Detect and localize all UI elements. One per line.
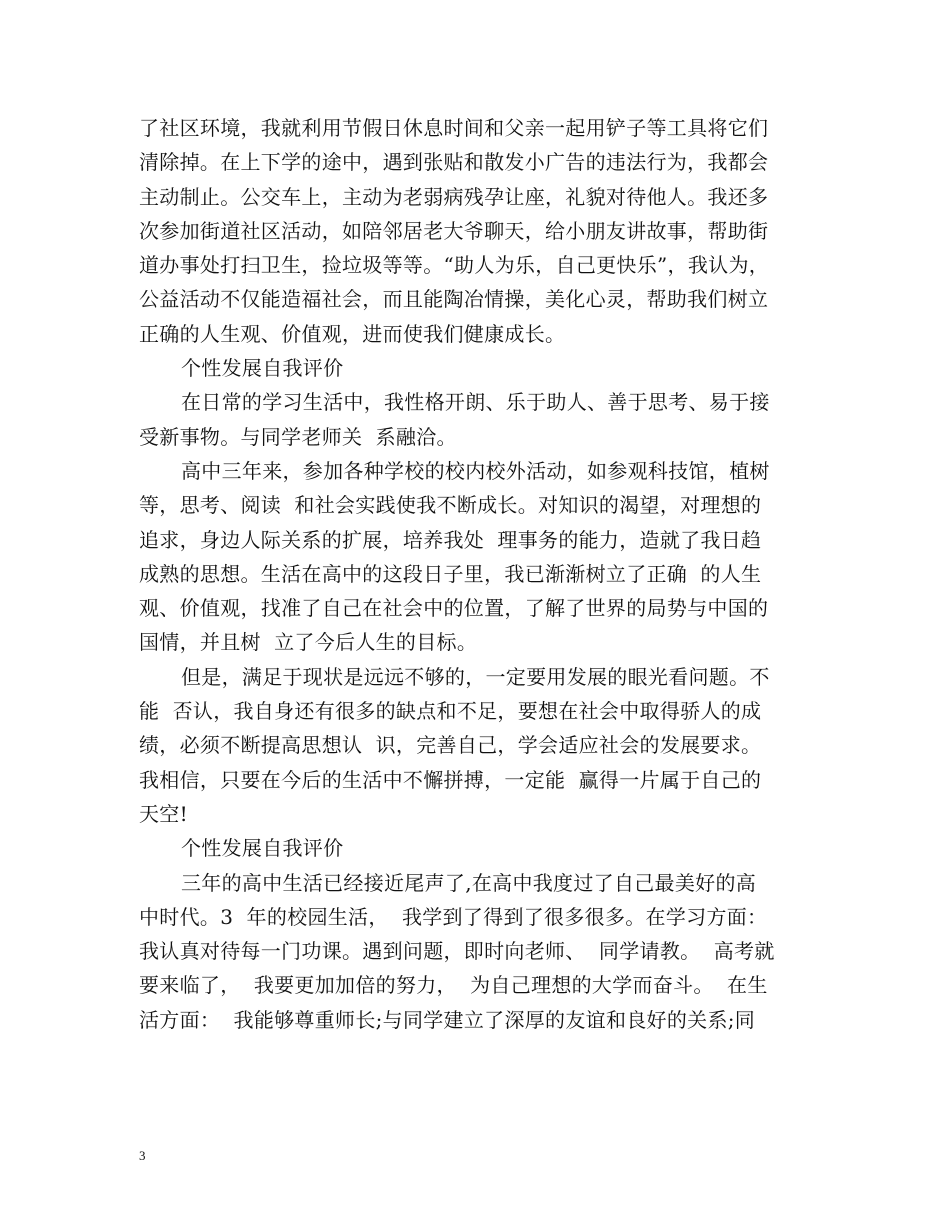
- text-line: 追求，身边人际关系的扩展，培养我处 理事务的能力，造就了我日趋: [139, 527, 762, 552]
- text-line: 中时代。3 年的校园生活， 我学到了得到了很多很多。在学习方面：: [139, 904, 768, 929]
- text-line: 高中三年来，参加各种学校的校内校外活动，如参观科技馆，植树: [181, 458, 770, 483]
- text-line: 绩，必须不断提高思想认 识，完善自己，学会适应社会的发展要求。: [139, 733, 762, 758]
- text-line: 活方面： 我能够尊重师长;与同学建立了深厚的友谊和良好的关系;同: [139, 1007, 756, 1032]
- body-text: [139, 111, 819, 1037]
- text-line: 次参加街道社区活动，如陪邻居老大爷聊天，给小朋友讲故事，帮助街: [139, 218, 769, 243]
- section-heading: 个性发展自我评价: [181, 356, 344, 381]
- text-line: 观、价值观，找准了自己在社会中的位置，了解了世界的局势与中国的: [139, 596, 769, 621]
- text-line: 受新事物。与同学老师关 系融洽。: [139, 424, 457, 449]
- text-line: 要来临了， 我要更加加倍的努力， 为自己理想的大学而奋斗。 在生: [139, 973, 768, 998]
- text-line: 在日常的学习生活中，我性格开朗、乐于助人、善于思考、易于接: [181, 390, 770, 415]
- page-number: 3: [139, 1148, 146, 1163]
- text-line: 主动制止。公交车上，主动为老弱病残孕让座，礼貌对待他人。我还多: [139, 184, 769, 209]
- section-heading: 个性发展自我评价: [181, 836, 344, 861]
- text-line: 道办事处打扫卫生，捡垃圾等等。“助人为乐，自己更快乐”，我认为，: [139, 253, 770, 278]
- text-line: 国情，并且树 立了今后人生的目标。: [139, 630, 478, 655]
- text-line: 正确的人生观、价值观，进而使我们健康成长。: [139, 321, 566, 346]
- text-line: 三年的高中生活已经接近尾声了,在高中我度过了自己最美好的高: [181, 870, 757, 895]
- text-line: 公益活动不仅能造福社会，而且能陶冶情操，美化心灵，帮助我们树立: [139, 287, 769, 312]
- text-line: 等，思考、阅读 和社会实践使我不断成长。对知识的渴望，对理想的: [139, 493, 762, 518]
- text-line: 但是，满足于现状是远远不够的，一定要用发展的眼光看问题。不: [181, 664, 770, 689]
- text-line: 我认真对待每一门功课。遇到问题，即时向老师、 同学请教。 高考就: [139, 939, 775, 964]
- text-line: 能 否认，我自身还有很多的缺点和不足，要想在社会中取得骄人的成: [139, 699, 762, 724]
- text-line: 清除掉。在上下学的途中，遇到张贴和散发小广告的违法行为，我都会: [139, 150, 769, 175]
- text-line: 天空!: [139, 801, 188, 826]
- text-line: 了社区环境，我就利用节假日休息时间和父亲一起用铲子等工具将它们: [139, 116, 769, 140]
- text-line: 我相信，只要在今后的生活中不懈拼搏，一定能 赢得一片属于自己的: [139, 767, 762, 792]
- text-line: 成熟的思想。生活在高中的这段日子里，我已渐渐树立了正确 的人生: [139, 561, 762, 586]
